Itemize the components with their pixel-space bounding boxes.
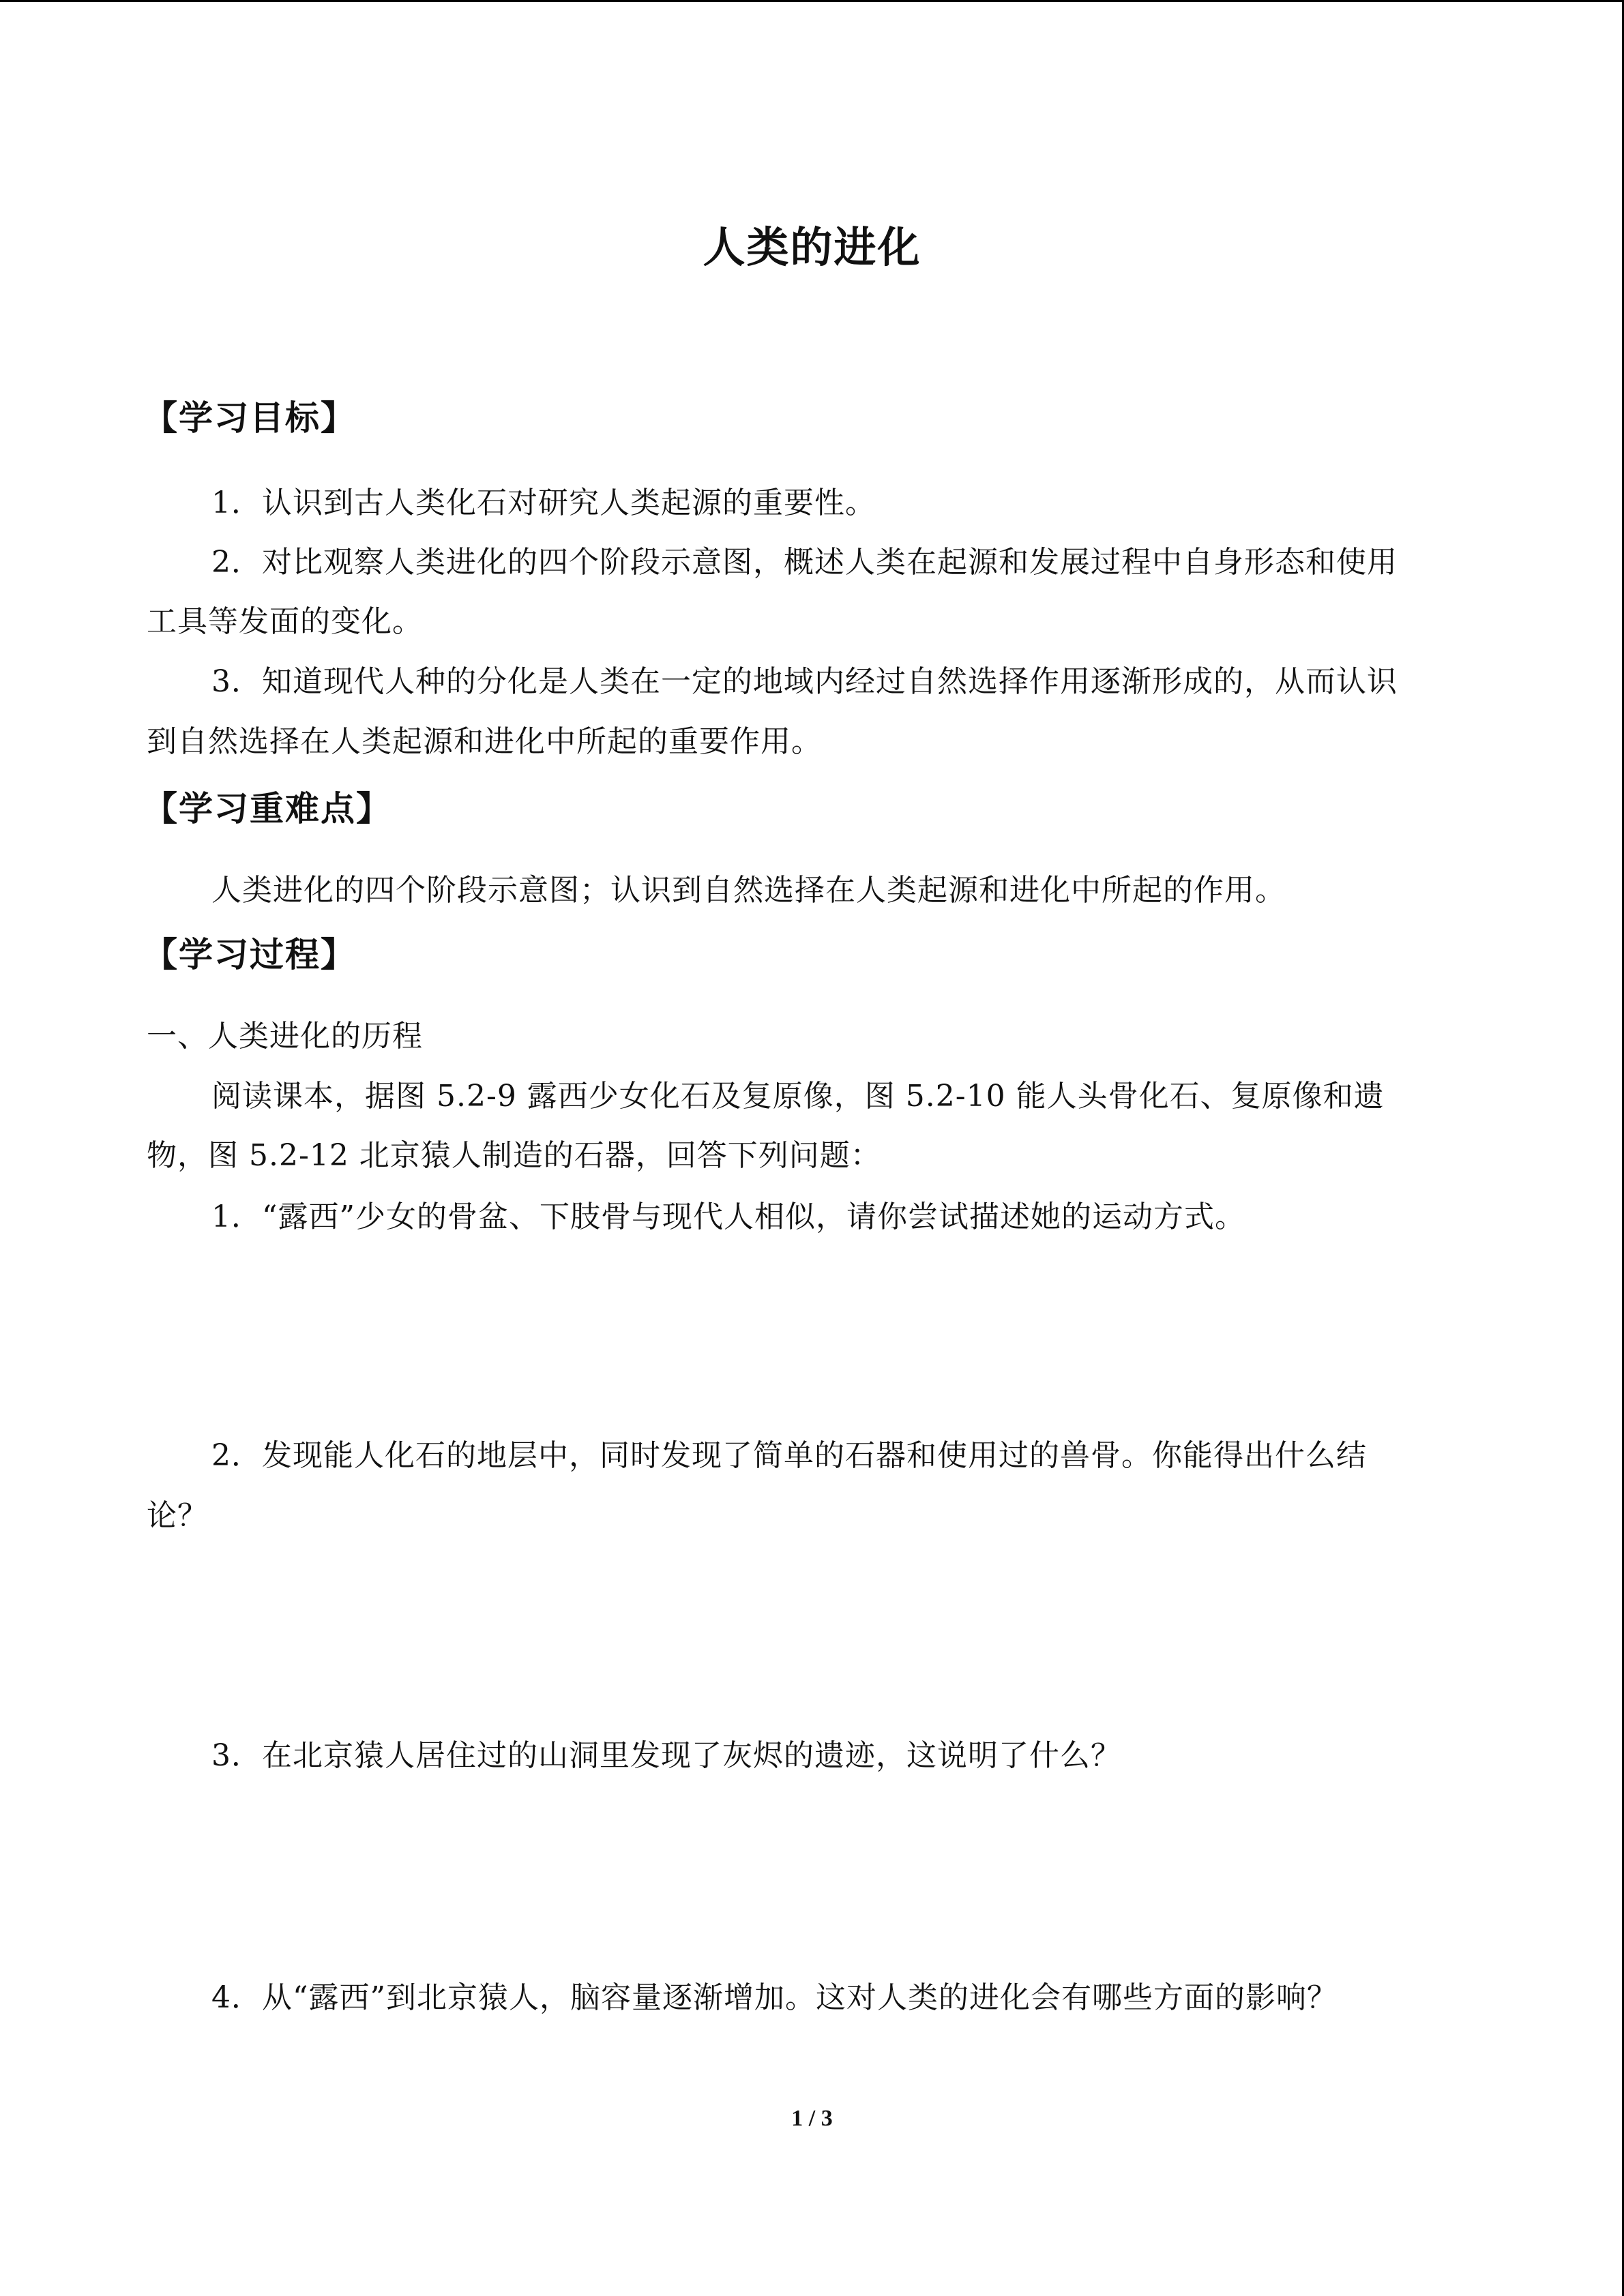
goal-line-2: 2．对比观察人类进化的四个阶段示意图，概述人类在起源和发展过程中自身形态和使用 bbox=[211, 545, 1398, 580]
key-points-line: 人类进化的四个阶段示意图；认识到自然选择在人类起源和进化中所起的作用。 bbox=[211, 873, 1286, 908]
heading-learning-process: 【学习过程】 bbox=[143, 935, 356, 974]
goal-line-2-cont: 工具等发面的变化。 bbox=[147, 604, 423, 639]
goal-line-3: 3．知道现代人种的分化是人类在一定的地域内经过自然选择作用逐渐形成的，从而认识 bbox=[211, 664, 1398, 699]
intro-line-1: 阅读课本，据图 5.2-9 露西少女化石及复原像，图 5.2-10 能人头骨化石、复原像和遗 bbox=[211, 1079, 1385, 1114]
question-2: 2．发现能人化石的地层中，同时发现了简单的石器和使用过的兽骨。你能得出什么结 bbox=[211, 1438, 1367, 1473]
page-number: 1 / 3 bbox=[791, 2106, 833, 2131]
goal-line-1: 1．认识到古人类化石对研究人类起源的重要性。 bbox=[211, 486, 876, 520]
intro-line-2: 物，图 5.2-12 北京猿人制造的石器，回答下列问题： bbox=[147, 1138, 881, 1173]
question-1: 1．“露西”少女的骨盆、下肢骨与现代人相似，请你尝试描述她的运动方式。 bbox=[211, 1199, 1245, 1234]
page-title: 人类的进化 bbox=[703, 222, 921, 272]
subheading-evolution-history: 一、人类进化的历程 bbox=[147, 1019, 423, 1054]
question-3: 3．在北京猿人居住过的山洞里发现了灰烬的遗迹，这说明了什么？ bbox=[211, 1738, 1121, 1773]
question-4: 4．从“露西”到北京猿人，脑容量逐渐增加。这对人类的进化会有哪些方面的影响？ bbox=[211, 1980, 1338, 2015]
heading-key-points: 【学习重难点】 bbox=[143, 789, 392, 829]
goal-line-3-cont: 到自然选择在人类起源和进化中所起的重要作用。 bbox=[147, 724, 822, 759]
question-2-cont: 论？ bbox=[147, 1498, 208, 1533]
heading-learning-goals: 【学习目标】 bbox=[143, 398, 356, 438]
